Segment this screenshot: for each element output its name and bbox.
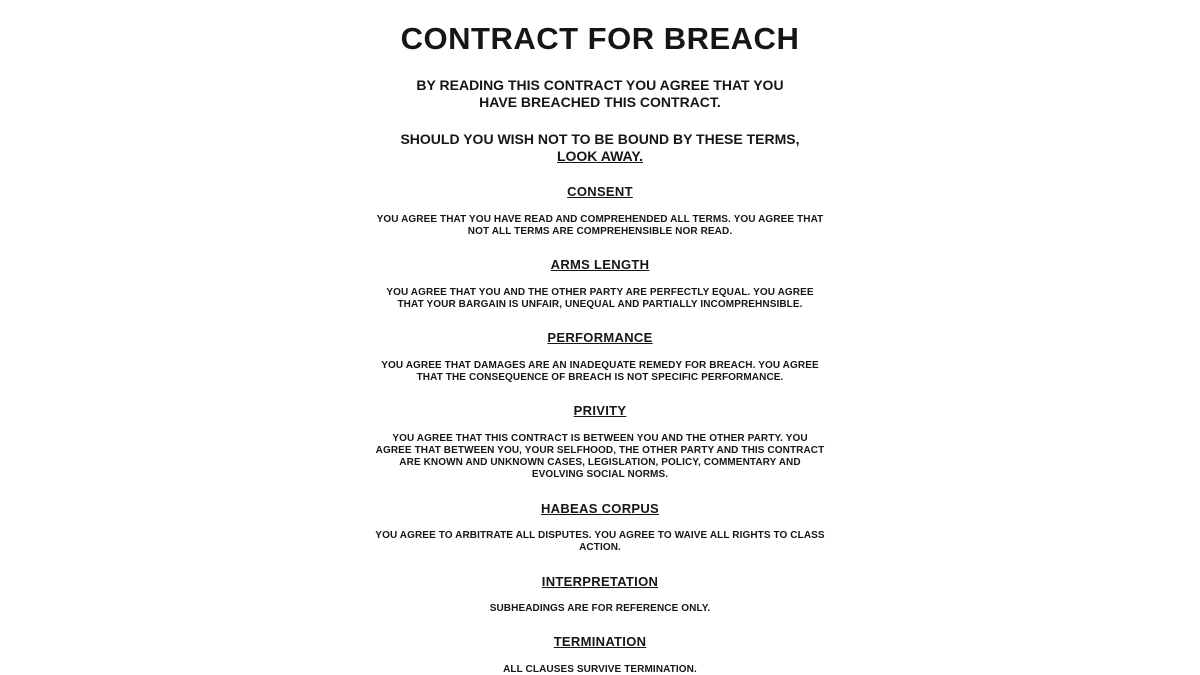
section-performance <box>0 330 1200 384</box>
document-title: CONTRACT FOR BREACH <box>400 21 800 56</box>
section-privity <box>0 403 1200 481</box>
section-termination <box>0 634 1200 675</box>
section-arms-length-body: YOU AGREE THAT YOU AND THE OTHER PARTY ARE PERFECTLY EQUAL. YOU AGREE THAT YOUR BARGAIN IS UNFAIR, UNEQUAL AND PARTIALLY INCOMPREHNSIBLE. <box>386 286 814 311</box>
notice-look-away: LOOK AWAY. <box>556 148 644 165</box>
section-habeas-corpus-heading: HABEAS CORPUS <box>540 500 660 516</box>
section-privity-body: YOU AGREE THAT THIS CONTRACT IS BETWEEN YOU AND THE OTHER PARTY. YOU AGREE THAT BETWEEN YOU, YOUR SELFHOOD, THE OTHER PARTY AND THIS CONTRACT ARE KNOWN AND UNKNOWN CASES, LEGISLATION, POLICY, COMMENTARY AND EVOLVING SOCIAL NORMS. <box>375 432 825 481</box>
section-arms-length <box>0 257 1200 311</box>
section-consent <box>0 184 1200 238</box>
section-performance-body: YOU AGREE THAT DAMAGES ARE AN INADEQUATE REMEDY FOR BREACH. YOU AGREE THAT THE CONSEQUENCE OF BREACH IS NOT SPECIFIC PERFORMANCE. <box>381 359 819 384</box>
section-termination-heading: TERMINATION <box>553 634 647 650</box>
preamble <box>0 77 1200 111</box>
section-termination-body: ALL CLAUSES SURVIVE TERMINATION. <box>503 664 697 675</box>
section-interpretation-heading: INTERPRETATION <box>541 573 659 589</box>
section-privity-heading: PRIVITY <box>573 403 627 419</box>
section-performance-heading: PERFORMANCE <box>547 330 653 346</box>
preamble-line-2: HAVE BREACHED THIS CONTRACT. <box>479 94 721 111</box>
section-consent-body: YOU AGREE THAT YOU HAVE READ AND COMPREHENDED ALL TERMS. YOU AGREE THAT NOT ALL TERMS ARE COMPREHENSIBLE NOR READ. <box>376 214 824 238</box>
section-interpretation <box>0 574 1200 616</box>
binding-notice <box>0 131 1200 165</box>
notice-line-1: SHOULD YOU WISH NOT TO BE BOUND BY THESE TERMS, <box>400 131 800 148</box>
section-consent-heading: CONSENT <box>567 184 633 200</box>
section-arms-length-heading: ARMS LENGTH <box>550 257 650 273</box>
section-habeas-corpus-body: YOU AGREE TO ARBITRATE ALL DISPUTES. YOU AGREE TO WAIVE ALL RIGHTS TO CLASS ACTION. <box>375 530 825 554</box>
preamble-line-1: BY READING THIS CONTRACT YOU AGREE THAT YOU <box>416 77 784 94</box>
section-interpretation-body: SUBHEADINGS ARE FOR REFERENCE ONLY. <box>489 603 711 615</box>
section-habeas-corpus <box>0 501 1200 555</box>
